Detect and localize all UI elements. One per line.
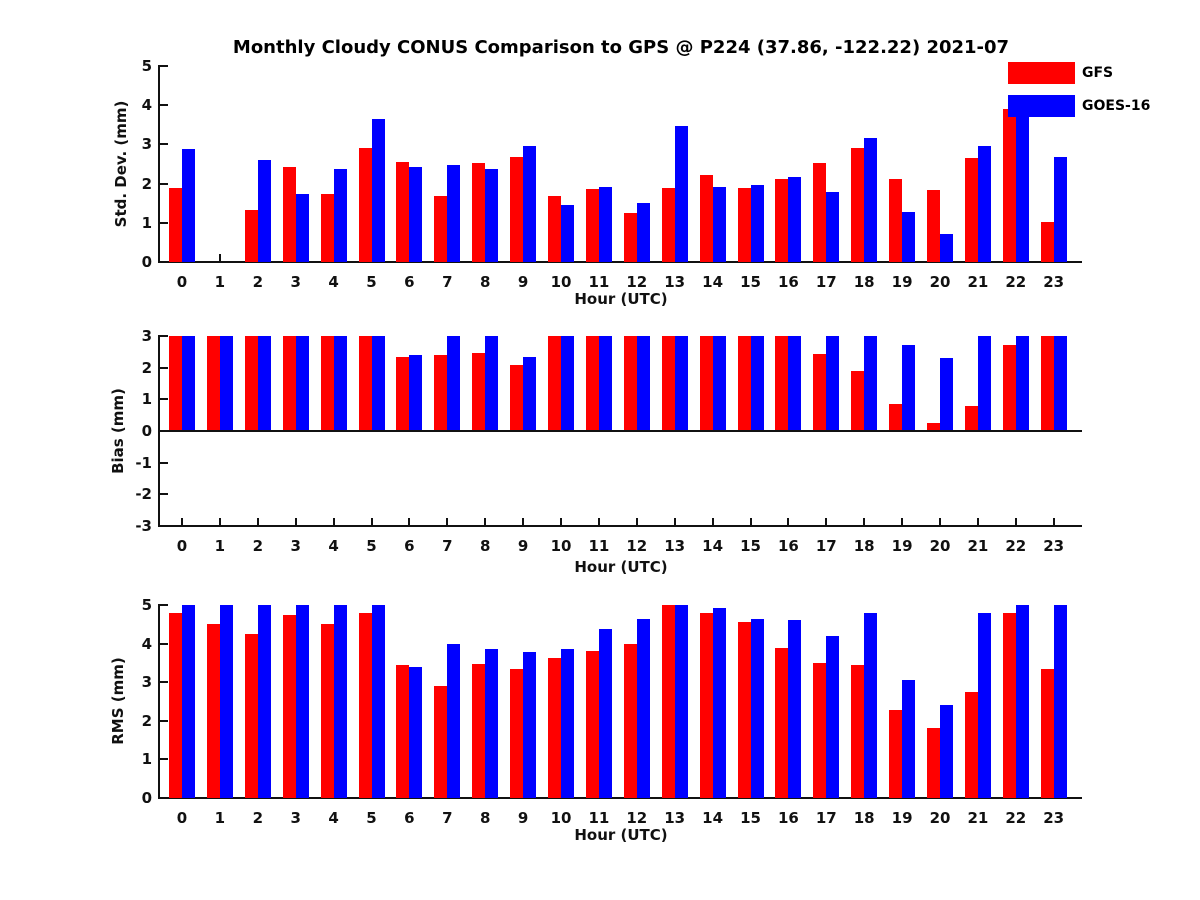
bar-goes-16-hour-23: [1054, 157, 1067, 262]
x-tick-label: 8: [479, 537, 491, 555]
x-tick-label: 5: [366, 809, 377, 827]
x-tick-label: 1: [214, 809, 226, 827]
bar-gfs-hour-0: [169, 613, 182, 798]
x-tick-label: 3: [290, 537, 301, 555]
y-tick: [160, 335, 168, 337]
y-tick: [160, 462, 168, 464]
bar-goes-16-hour-16: [788, 177, 801, 262]
y-tick: [160, 222, 168, 224]
x-tick: [371, 518, 373, 526]
bar-goes-16-hour-10: [561, 649, 574, 798]
chart-title: Monthly Cloudy CONUS Comparison to GPS @ P224 (37.86, -122.22) 2021-07: [232, 37, 1010, 58]
bar-goes-16-hour-14: [713, 187, 726, 262]
bar-goes-16-hour-14: [713, 336, 726, 431]
bar-goes-16-hour-1: [220, 605, 233, 798]
x-tick-label: 7: [442, 273, 453, 291]
x-tick: [181, 518, 183, 526]
y-tick: [160, 493, 168, 495]
bar-gfs-hour-7: [434, 686, 447, 798]
bar-gfs-hour-23: [1041, 669, 1054, 798]
x-tick-label: 6: [404, 273, 415, 291]
bar-gfs-hour-3: [283, 615, 296, 798]
y-tick-label: 2: [141, 358, 152, 377]
bar-gfs-hour-15: [738, 622, 751, 798]
x-tick-label: 4: [328, 273, 339, 291]
y-tick-label: 5: [141, 57, 152, 75]
x-tick-label: 19: [891, 537, 913, 555]
x-tick-label: 16: [777, 273, 799, 291]
bar-gfs-hour-17: [813, 354, 826, 431]
bar-goes-16-hour-6: [409, 667, 422, 798]
y-tick: [160, 261, 168, 263]
bar-gfs-hour-22: [1003, 109, 1016, 262]
x-tick-label: 17: [815, 537, 837, 555]
bar-gfs-hour-9: [510, 669, 523, 798]
x-tick-label: 15: [740, 537, 761, 555]
x-tick-label: 0: [176, 537, 188, 555]
bar-goes-16-hour-15: [751, 619, 764, 798]
bar-goes-16-hour-4: [334, 169, 347, 262]
x-tick-label: 9: [517, 809, 529, 827]
bar-gfs-hour-5: [359, 336, 372, 431]
x-tick-label: 16: [777, 809, 799, 827]
x-tick: [295, 518, 297, 526]
bar-gfs-hour-1: [207, 624, 220, 798]
bar-gfs-hour-13: [662, 188, 675, 262]
x-tick: [977, 518, 979, 526]
x-tick: [939, 518, 941, 526]
y-axis-label-stddev: Std. Dev. (mm): [112, 100, 130, 228]
bar-gfs-hour-6: [396, 357, 409, 431]
bar-goes-16-hour-1: [220, 336, 233, 431]
bar-goes-16-hour-11: [599, 187, 612, 262]
x-tick-label: 11: [588, 273, 610, 291]
x-tick-label: 22: [1005, 537, 1027, 555]
y-tick-label: 4: [141, 96, 152, 115]
y-axis-spine: [158, 65, 160, 263]
bar-gfs-hour-16: [775, 179, 788, 262]
bar-goes-16-hour-21: [978, 613, 991, 798]
bar-goes-16-hour-10: [561, 205, 574, 262]
x-tick-label: 9: [517, 273, 529, 291]
x-tick-label: 15: [740, 809, 761, 827]
x-tick-label: 19: [891, 809, 913, 827]
bar-gfs-hour-3: [283, 167, 296, 262]
bar-gfs-hour-12: [624, 336, 637, 431]
bar-goes-16-hour-20: [940, 705, 953, 798]
bar-goes-16-hour-13: [675, 605, 688, 798]
bar-gfs-hour-17: [813, 163, 826, 262]
bar-goes-16-hour-19: [902, 680, 915, 798]
y-tick: [160, 758, 168, 760]
bar-goes-16-hour-12: [637, 336, 650, 431]
x-tick-label: 22: [1005, 273, 1027, 291]
bar-goes-16-hour-22: [1016, 95, 1029, 262]
x-axis-label-panel1: Hour (UTC): [574, 290, 668, 308]
bar-goes-16-hour-8: [485, 336, 498, 431]
y-tick-label: 1: [141, 750, 152, 769]
x-tick-label: 18: [853, 809, 875, 827]
y-axis-spine: [158, 604, 160, 799]
bar-gfs-hour-16: [775, 648, 788, 798]
x-tick-label: 20: [929, 273, 951, 291]
bar-goes-16-hour-13: [675, 126, 688, 262]
bar-gfs-hour-7: [434, 196, 447, 262]
x-tick-label: 14: [702, 537, 724, 555]
bar-gfs-hour-0: [169, 336, 182, 431]
bar-goes-16-hour-9: [523, 146, 536, 262]
bar-goes-16-hour-17: [826, 636, 839, 798]
bar-gfs-hour-14: [700, 336, 713, 431]
bar-goes-16-hour-20: [940, 234, 953, 262]
x-tick-label: 21: [967, 809, 989, 827]
x-tick-label: 4: [328, 537, 339, 555]
x-tick: [560, 518, 562, 526]
x-tick-label: 7: [442, 809, 453, 827]
y-tick-label: 0: [141, 789, 152, 807]
bar-gfs-hour-21: [965, 158, 978, 262]
bar-gfs-hour-9: [510, 365, 523, 432]
y-tick: [160, 183, 168, 185]
x-tick-label: 17: [815, 809, 837, 827]
bar-gfs-hour-21: [965, 692, 978, 798]
x-tick-label: 23: [1043, 809, 1065, 827]
bar-gfs-hour-19: [889, 710, 902, 798]
x-tick-label: 10: [550, 537, 572, 555]
bar-goes-16-hour-18: [864, 336, 877, 431]
y-tick-label: 1: [141, 390, 152, 409]
bar-goes-16-hour-5: [372, 119, 385, 262]
bar-goes-16-hour-23: [1054, 605, 1067, 798]
bar-gfs-hour-14: [700, 175, 713, 262]
bar-goes-16-hour-19: [902, 212, 915, 262]
bar-goes-16-hour-20: [940, 358, 953, 431]
bar-goes-16-hour-5: [372, 605, 385, 798]
bar-gfs-hour-22: [1003, 613, 1016, 798]
bar-gfs-hour-5: [359, 148, 372, 262]
bar-gfs-hour-0: [169, 188, 182, 262]
bar-goes-16-hour-13: [675, 336, 688, 431]
bar-goes-16-hour-9: [523, 652, 536, 798]
bar-goes-16-hour-16: [788, 620, 801, 798]
x-tick: [484, 518, 486, 526]
x-tick-label: 2: [252, 809, 264, 827]
x-tick-label: 0: [176, 809, 188, 827]
bar-gfs-hour-10: [548, 196, 561, 262]
x-tick-label: 20: [929, 809, 951, 827]
bar-gfs-hour-16: [775, 336, 788, 431]
bar-gfs-hour-15: [738, 336, 751, 431]
y-tick-label: 3: [141, 135, 152, 154]
x-tick-label: 12: [626, 809, 648, 827]
bar-goes-16-hour-11: [599, 629, 612, 798]
y-tick: [160, 720, 168, 722]
bar-gfs-hour-18: [851, 665, 864, 798]
bar-gfs-hour-11: [586, 336, 599, 431]
bar-gfs-hour-10: [548, 658, 561, 798]
x-tick-label: 6: [404, 809, 415, 827]
bar-gfs-hour-15: [738, 188, 751, 262]
x-tick-label: 21: [967, 273, 989, 291]
gfs-legend-label: GFS: [1082, 65, 1114, 81]
y-axis-label-rms: RMS (mm): [109, 657, 127, 745]
bar-goes-16-hour-21: [978, 146, 991, 262]
x-tick-label: 6: [404, 537, 415, 555]
bar-gfs-hour-8: [472, 353, 485, 431]
x-tick-label: 16: [777, 537, 799, 555]
x-tick: [333, 518, 335, 526]
bar-goes-16-hour-22: [1016, 605, 1029, 798]
bar-goes-16-hour-2: [258, 336, 271, 431]
y-tick-label: 3: [141, 327, 152, 345]
x-tick-label: 18: [853, 537, 875, 555]
bar-goes-16-hour-8: [485, 649, 498, 798]
bar-gfs-hour-8: [472, 163, 485, 262]
x-tick-label: 3: [290, 273, 301, 291]
x-tick: [863, 518, 865, 526]
y-tick-label: 1: [141, 213, 152, 232]
x-axis-label-panel2: Hour (UTC): [574, 558, 668, 576]
bar-gfs-hour-9: [510, 157, 523, 262]
bar-goes-16-hour-19: [902, 345, 915, 431]
y-tick-label: 3: [141, 673, 152, 692]
x-tick: [257, 518, 259, 526]
bar-gfs-hour-11: [586, 651, 599, 798]
bar-goes-16-hour-12: [637, 619, 650, 798]
x-tick-label: 1: [214, 537, 226, 555]
goes16-legend-label: GOES-16: [1082, 98, 1151, 114]
x-tick-label: 21: [967, 537, 989, 555]
bar-goes-16-hour-6: [409, 167, 422, 262]
bar-gfs-hour-2: [245, 336, 258, 431]
bar-goes-16-hour-15: [751, 185, 764, 262]
x-tick-label: 14: [702, 809, 724, 827]
bar-goes-16-hour-3: [296, 336, 309, 431]
y-axis-label-bias: Bias (mm): [109, 388, 127, 474]
bar-goes-16-hour-4: [334, 605, 347, 798]
x-tick: [1015, 518, 1017, 526]
x-tick-label: 12: [626, 273, 648, 291]
bar-gfs-hour-19: [889, 179, 902, 262]
y-tick: [160, 681, 168, 683]
bar-gfs-hour-2: [245, 210, 258, 262]
bar-goes-16-hour-3: [296, 605, 309, 798]
x-tick-label: 7: [442, 537, 453, 555]
x-tick-label: 0: [176, 273, 188, 291]
y-tick: [160, 367, 168, 369]
bar-gfs-hour-14: [700, 613, 713, 798]
x-tick-label: 18: [853, 273, 875, 291]
x-tick-label: 14: [702, 273, 724, 291]
bar-gfs-hour-6: [396, 665, 409, 798]
y-tick-label: 0: [141, 422, 152, 440]
x-tick: [522, 518, 524, 526]
bar-goes-16-hour-11: [599, 336, 612, 431]
bar-gfs-hour-4: [321, 624, 334, 798]
y-tick: [160, 525, 168, 527]
bar-goes-16-hour-7: [447, 165, 460, 262]
bar-goes-16-hour-6: [409, 355, 422, 431]
y-tick: [160, 143, 168, 145]
x-tick-label: 5: [366, 273, 377, 291]
x-tick-label: 8: [479, 809, 491, 827]
bar-gfs-hour-17: [813, 663, 826, 798]
zero-line: [160, 430, 1082, 432]
bar-gfs-hour-18: [851, 371, 864, 431]
y-tick: [160, 643, 168, 645]
x-tick-label: 13: [664, 273, 686, 291]
x-tick: [408, 518, 410, 526]
bar-gfs-hour-7: [434, 355, 447, 431]
bar-gfs-hour-12: [624, 213, 637, 262]
bar-goes-16-hour-17: [826, 336, 839, 431]
x-tick: [219, 518, 221, 526]
goes16-legend-swatch: [1008, 95, 1075, 117]
y-tick-label: 0: [141, 253, 152, 271]
bar-gfs-hour-4: [321, 336, 334, 431]
bar-goes-16-hour-15: [751, 336, 764, 431]
bar-gfs-hour-20: [927, 728, 940, 798]
x-tick-label: 15: [740, 273, 761, 291]
bar-goes-16-hour-22: [1016, 336, 1029, 431]
x-tick-label: 11: [588, 809, 610, 827]
bar-goes-16-hour-0: [182, 149, 195, 262]
x-tick-label: 5: [366, 537, 377, 555]
x-tick-label: 19: [891, 273, 913, 291]
bar-goes-16-hour-12: [637, 203, 650, 262]
x-tick-label: 10: [550, 273, 572, 291]
bar-gfs-hour-20: [927, 190, 940, 262]
y-tick: [160, 398, 168, 400]
x-tick-label: 13: [664, 537, 686, 555]
x-tick-label: 1: [214, 273, 226, 291]
y-tick-label: 5: [141, 596, 152, 614]
bar-gfs-hour-19: [889, 404, 902, 431]
bar-gfs-hour-3: [283, 336, 296, 431]
x-tick-label: 17: [815, 273, 837, 291]
bar-gfs-hour-1: [207, 336, 220, 431]
x-tick: [712, 518, 714, 526]
x-tick-label: 2: [252, 273, 264, 291]
x-tick: [1053, 518, 1055, 526]
bar-goes-16-hour-5: [372, 336, 385, 431]
bar-goes-16-hour-10: [561, 336, 574, 431]
bar-goes-16-hour-8: [485, 169, 498, 262]
y-tick: [160, 797, 168, 799]
bar-gfs-hour-22: [1003, 345, 1016, 431]
bar-goes-16-hour-9: [523, 357, 536, 431]
bar-gfs-hour-13: [662, 336, 675, 431]
bar-goes-16-hour-18: [864, 613, 877, 798]
bar-gfs-hour-11: [586, 189, 599, 262]
x-tick-label: 2: [252, 537, 264, 555]
x-tick: [750, 518, 752, 526]
x-tick-label: 13: [664, 809, 686, 827]
x-tick-label: 4: [328, 809, 339, 827]
bar-goes-16-hour-7: [447, 644, 460, 798]
y-tick-label: 2: [141, 711, 152, 730]
bar-gfs-hour-4: [321, 194, 334, 262]
y-tick: [160, 604, 168, 606]
x-tick-label: 9: [517, 537, 529, 555]
gfs-legend-swatch: [1008, 62, 1075, 84]
x-tick: [219, 254, 221, 262]
bar-gfs-hour-6: [396, 162, 409, 262]
x-tick-label: 3: [290, 809, 301, 827]
bar-goes-16-hour-18: [864, 138, 877, 262]
bar-goes-16-hour-0: [182, 605, 195, 798]
bar-gfs-hour-10: [548, 336, 561, 431]
bar-gfs-hour-18: [851, 148, 864, 262]
x-tick: [787, 518, 789, 526]
x-tick-label: 11: [588, 537, 610, 555]
bar-gfs-hour-23: [1041, 222, 1054, 262]
x-tick-label: 22: [1005, 809, 1027, 827]
bar-gfs-hour-8: [472, 664, 485, 798]
y-tick-label: 2: [141, 174, 152, 193]
x-tick-label: 20: [929, 537, 951, 555]
bar-goes-16-hour-23: [1054, 336, 1067, 431]
bar-goes-16-hour-0: [182, 336, 195, 431]
bar-gfs-hour-12: [624, 644, 637, 798]
x-tick-label: 23: [1043, 537, 1065, 555]
x-tick-label: 23: [1043, 273, 1065, 291]
bar-gfs-hour-23: [1041, 336, 1054, 431]
x-tick: [446, 518, 448, 526]
y-tick-label: 4: [141, 634, 152, 653]
bar-goes-16-hour-4: [334, 336, 347, 431]
x-tick: [636, 518, 638, 526]
bar-goes-16-hour-7: [447, 336, 460, 431]
bar-goes-16-hour-17: [826, 192, 839, 262]
bar-gfs-hour-13: [662, 605, 675, 798]
bar-goes-16-hour-14: [713, 608, 726, 798]
bar-gfs-hour-2: [245, 634, 258, 798]
y-tick: [160, 104, 168, 106]
x-tick: [901, 518, 903, 526]
bar-goes-16-hour-21: [978, 336, 991, 431]
y-tick-label: -2: [135, 485, 152, 504]
x-tick: [825, 518, 827, 526]
y-tick-label: -1: [135, 453, 152, 472]
bar-goes-16-hour-16: [788, 336, 801, 431]
x-tick-label: 12: [626, 537, 648, 555]
x-tick: [598, 518, 600, 526]
bar-goes-16-hour-2: [258, 605, 271, 798]
bar-gfs-hour-21: [965, 406, 978, 431]
bar-goes-16-hour-2: [258, 160, 271, 262]
bar-goes-16-hour-3: [296, 194, 309, 262]
bar-gfs-hour-5: [359, 613, 372, 798]
x-tick-label: 8: [479, 273, 491, 291]
x-tick-label: 10: [550, 809, 572, 827]
x-tick: [674, 518, 676, 526]
y-tick: [160, 65, 168, 67]
y-tick-label: -3: [135, 517, 152, 535]
x-axis-label-panel3: Hour (UTC): [574, 826, 668, 844]
